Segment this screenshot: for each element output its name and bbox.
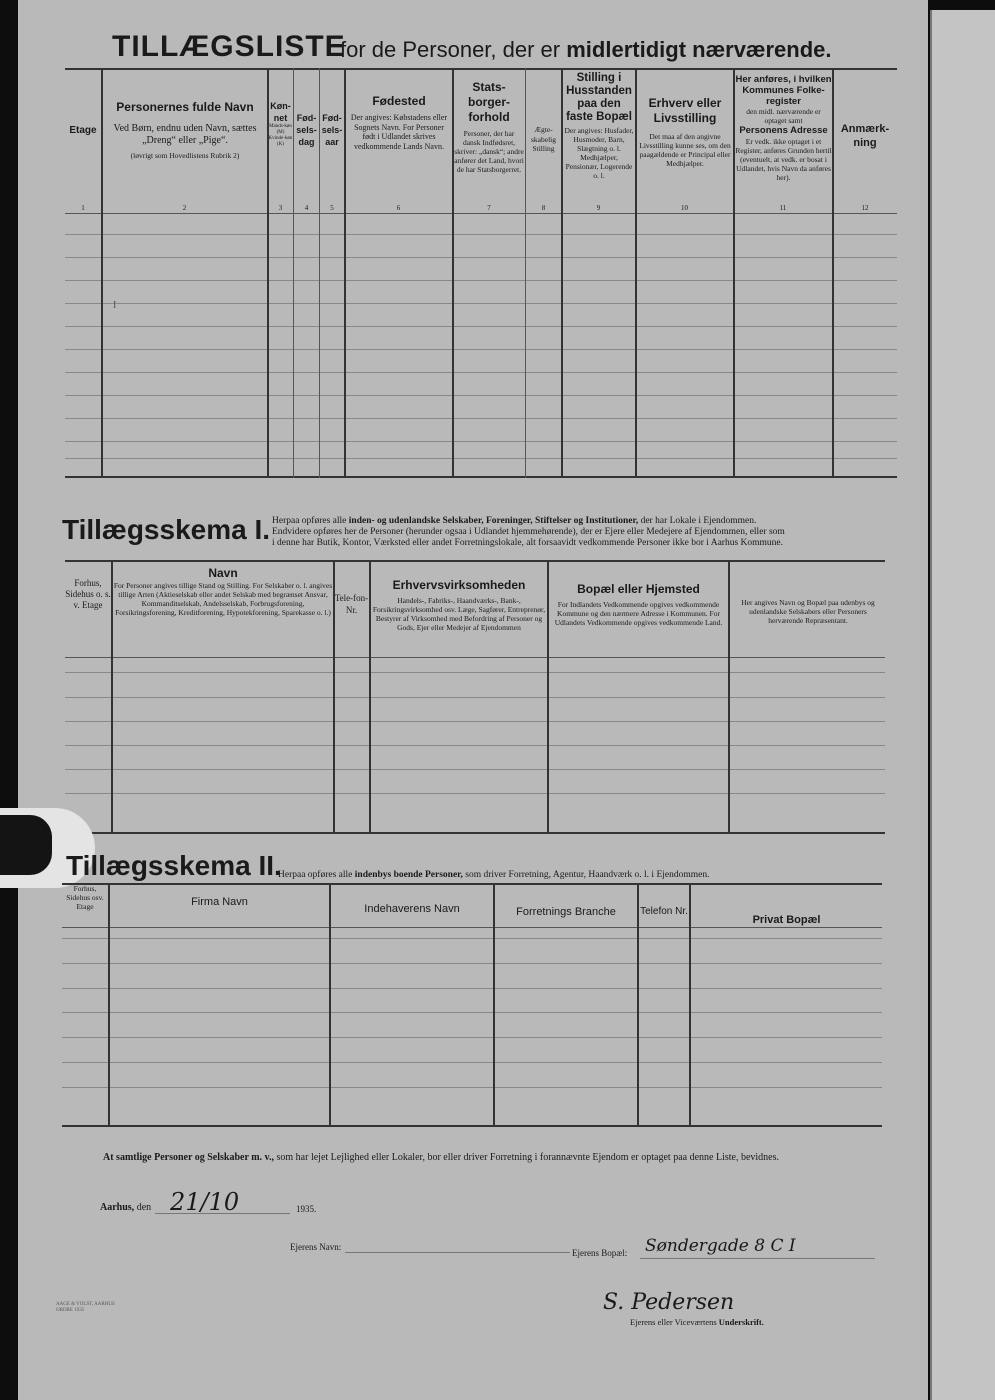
col-num: 12 (861, 204, 869, 212)
signature: S. Pedersen (603, 1290, 735, 1315)
col-register-header: Her anføres, i hvilken Kommunes Folke-register den midl. nærværende er optaget samt Personens Adresse Er vedk. ikke optaget i et Register, anføres Grunden hertil (eventuelt, at vedk. er bosat i Udlandet, hvis Navn da anføres her). (735, 74, 832, 182)
skema1-col-floor: Forhus, Sidehus o. s. v. Etage (65, 578, 111, 610)
skema2-col-phone: Telefon Nr. (640, 906, 688, 917)
skema2-col-address: Privat Bopæl (752, 914, 821, 926)
thumb-nail (0, 815, 52, 875)
owner-address-handwritten: Søndergade 8 C I (645, 1236, 796, 1256)
col-num: 4 (304, 204, 309, 212)
col-num: 6 (396, 204, 401, 212)
margin-mark: I (113, 300, 117, 311)
next-page-edge (930, 10, 995, 1400)
col-num: 8 (541, 204, 546, 212)
date-handwritten: 21/10 (170, 1188, 240, 1216)
skema1-col-residence: Bopæl eller Hjemsted For Indlandets Vedkommende opgives vedkommende Kommune og den nærmere Adresse i Kommunen. For Udlandets Vedkommende opgives vedkommende Land. (554, 582, 723, 627)
col-birthplace-header: Fødested Der angives: Købstadens eller Sognets Navn. For Personer født i Udlandet skrives vedkommende Lands Navn. (350, 94, 448, 151)
signature-label: Ejerens eller Viceværtens Underskrift. (630, 1317, 764, 1327)
col-birthday-header: Fød-sels-dag (296, 113, 317, 147)
skema1-col-name: Navn For Personer angives tillige Stand og Stilling. For Selskaber o. l. angives tillige Arten (Aktieselskab eller andet Selskab med begrænset Ansvar, Kommanditselskab, Andelsselskab, Forbrugsforening, Forsikringsforening, Kreditforening, Hypotekforening, Sparekasse o. l.) (113, 566, 333, 617)
skema1-col-business: Erhvervsvirksomheden Handels-, Fabriks-, Haandværks-, Bank-, Forsikringsvirksomhed osv. Læge, Sagfører, Entreprenør, Bestyrer af Virksomhed med Befordring af Personer og Gods, Ejer eller Medejer af Ejendommen (372, 578, 546, 632)
col-name-header: Personernes fulde Navn Ved Børn, endnu uden Navn, sættes „Dreng“ eller „Pige“. (løvrigt som Hovedlistens Rubrik 2) (113, 100, 257, 160)
date-line: Aarhus, den (100, 1202, 152, 1213)
col-num: 10 (681, 204, 688, 212)
col-household-header: Stilling i Husstanden paa den faste Bopæl Der angives: Husfader, Husmoder, Barn, Slægtning o. l. Medhjælper, Pensionær, Logerende o. l. (564, 72, 634, 180)
skema1-instructions: Herpaa opføres alle inden- og udenlandske Selskaber, Foreninger, Stiftelser og Institutioner, der har Lokale i Ejendommen. Endvidere opføres her de Personer (herunder ogsaa i Udlandet hjemmehørende), der er Ejere eller Medejere af Ejendommen, eller som i denne har Butik, Kontor, Værksted eller andet Forretningslokale, alt forsaavidt vedkommende Personer ikke bor i Aarhus Kommune. (272, 516, 785, 548)
col-num: 9 (596, 204, 601, 212)
col-gender-header: Køn-net Mands-køn (M) Kvinde-køn (K) (268, 101, 293, 147)
owner-name-label: Ejerens Navn: (290, 1242, 342, 1252)
col-num: 11 (779, 204, 787, 212)
form-title: TILLÆGSLISTE (112, 30, 346, 63)
col-occupation-header: Erhverv eller Livsstilling Det maa af den angivne Livsstilling kunne ses, om den paagældende er Principal eller Medhjælper. (639, 96, 731, 168)
col-citizenship-header: Stats-borger-forhold Personer, der har dansk Indfødsret, skriver: „dansk“; andre anfører det Land, hvori de har Statsborgerret. (454, 80, 524, 174)
col-num: 3 (278, 204, 283, 212)
skema2-col-firm: Firma Navn (191, 896, 248, 908)
col-num: 7 (487, 204, 491, 212)
col-num: 1 (81, 204, 85, 212)
col-marital-header: Ægte-skabelig Stilling (531, 125, 556, 153)
declaration: At samtlige Personer og Selskaber m. v., som har lejet Lejlighed eller Lokaler, bor eller driver Forretning i forannævnte Ejendom er optaget paa denne Liste, bevidnes. (103, 1152, 779, 1163)
skema1-title: Tillægsskema I. (62, 514, 271, 545)
year: 1935. (296, 1204, 317, 1214)
printer-mark: AAGE & VOLST, AARHUS ORDRE 1935 (56, 1302, 115, 1313)
skema2-col-branch: Forretnings Branche (516, 906, 616, 918)
skema2-col-floor: Forhus, Sidehus osv. Etage (66, 884, 104, 911)
col-birthyear-header: Fød-sels-aar (321, 113, 343, 147)
col-num: 5 (330, 204, 334, 212)
form-subtitle: for de Personer, der er midlertidigt nærværende. (340, 37, 832, 62)
owner-address-label: Ejerens Bopæl: (572, 1248, 628, 1258)
skema2-title: Tillægsskema II. (66, 850, 282, 881)
skema1-col-representative: Her angives Navn og Bopæl paa udenbys og udenlandske Selskabers eller Personers herværende Repræsentant. (741, 598, 875, 625)
skema1-col-phone: Tele-fon-Nr. (334, 593, 369, 615)
skema2-col-owner: Indehaverens Navn (364, 903, 460, 915)
skema2-instructions: Herpaa opføres alle indenbys boende Personer, som driver Forretning, Agentur, Haandværk o. l. i Ejendommen. (278, 870, 710, 880)
col-remarks-header: Anmærk-ning (840, 123, 890, 149)
col-etage-header: Etage (69, 125, 97, 136)
col-num: 2 (182, 204, 187, 212)
